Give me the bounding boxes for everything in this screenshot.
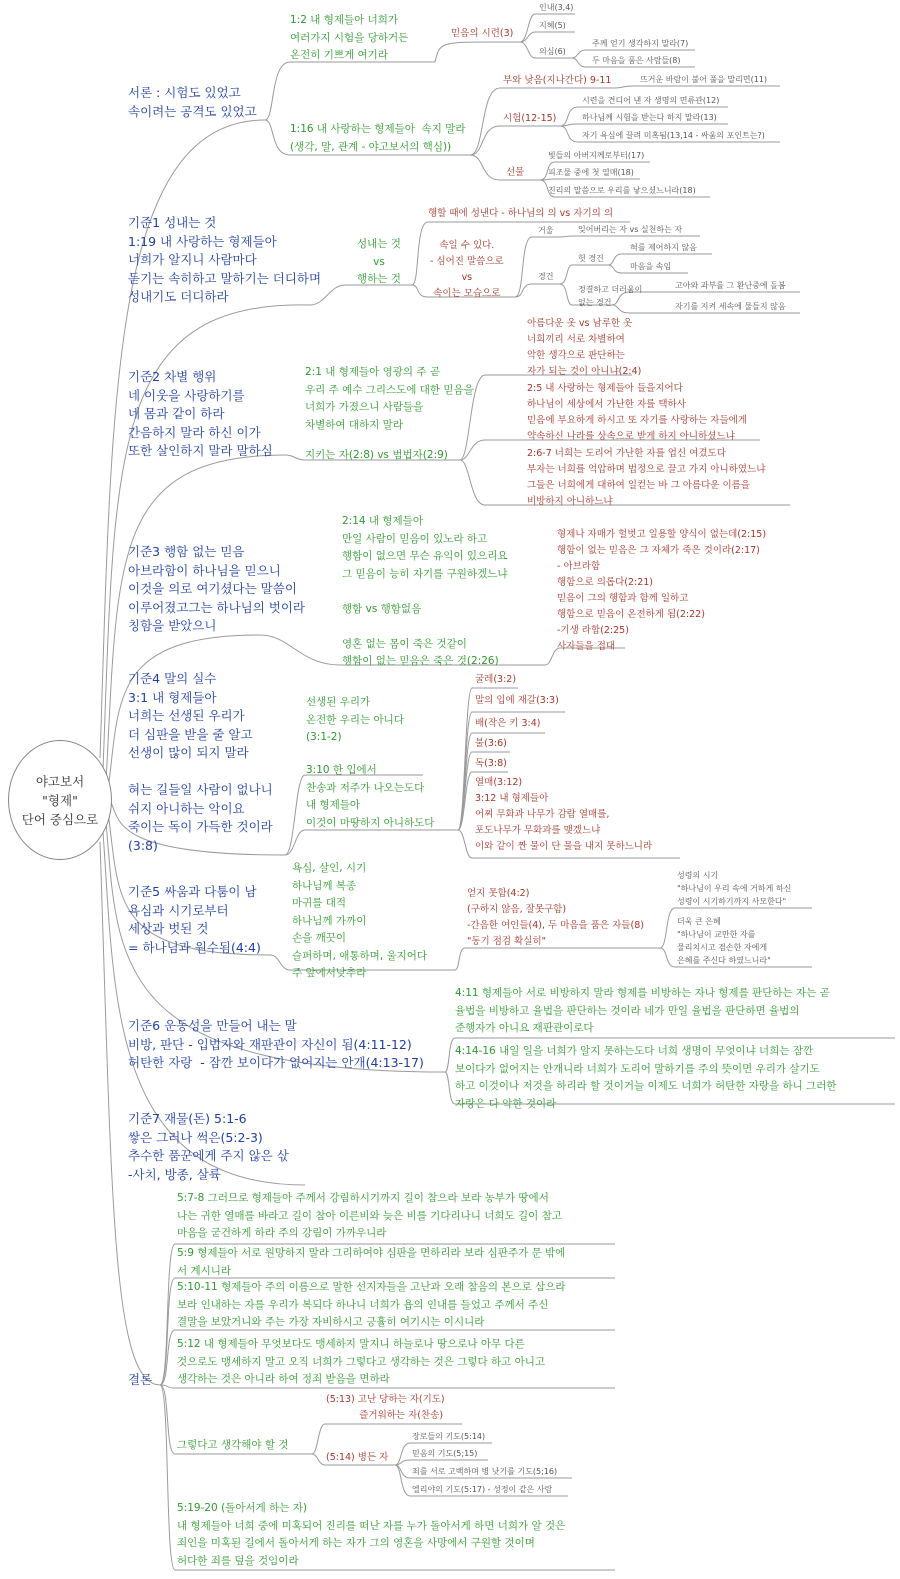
vain-piety-sub-1: 혀를 제어하지 않음 bbox=[630, 243, 697, 252]
pure-piety-sub-2: 자기를 지켜 세속에 물들지 않음 bbox=[675, 302, 786, 311]
c2-v21: 2:1 내 형제들아 영광의 주 곧 우리 주 예수 그리스도에 대한 믿음을 너희가 가졌으니 사람들을 차별하여 대하지 말라 bbox=[305, 366, 474, 431]
fruit-node: 열매(3:12) 3:12 내 형제들아 어찌 무화과 나무가 감람 열매를, 포도나무가 무화과를 맺겠느냐 이와 같이 짠 물이 단 물을 내지 못하느니라 bbox=[475, 777, 653, 852]
gift-sub-3: 진리의 말씀으로 우리를 낳으셨느니라(18) bbox=[548, 186, 696, 195]
sick-sub-4: 엘리야의 기도(5:17) - 성정이 같은 사람 bbox=[412, 1485, 553, 1494]
vain-piety-node: 헛 경건 bbox=[578, 254, 604, 263]
intro-v116: 1:16 내 사랑하는 형제들아 속지 말라 (생각, 말, 관계 - 야고보서의 핵심)) bbox=[290, 123, 466, 153]
c2-right-3: 2:6-7 너희는 도리어 가난한 자를 업신 여겼도다 부자는 너희를 억압하며 법정으로 끌고 가지 아니하였느냐 그들은 너희에게 대하여 일컫는 바 그 아름다운 이름을 비방하지 아니하느냐 bbox=[527, 448, 766, 507]
temptation-sub-2: 하나님께 시험을 받는다 하지 말라(13) bbox=[582, 113, 717, 122]
sick-sub-2: 믿음의 기도(5;15) bbox=[412, 1449, 478, 1458]
gift-node: 선물 bbox=[506, 167, 525, 178]
gift-sub-1: 빛들의 아버지께로부터(17) bbox=[548, 151, 645, 160]
sick-sub-3: 죄를 서로 고백하며 병 낫기를 기도(5;16) bbox=[412, 1467, 558, 1476]
criterion-6-label: 기준6 운동성을 만들어 내는 말 비방, 판단 - 입법자와 재판관이 자신이 됨(4:11-12) 허탄한 자랑 - 잠깐 보이다가 없어지는 안개(4:13-17) bbox=[128, 1018, 424, 1070]
poison-node: 독(3:8) bbox=[475, 758, 507, 769]
spirit-jealousy: 성령의 시기 "하나님이 우리 속에 거하게 하신 성령이 시기하기까지 사모한다" bbox=[677, 871, 792, 906]
horse-node: 말의 입에 재갈(3:3) bbox=[475, 695, 559, 706]
c5-right: 얻지 못함(4:2) (구하지 않음, 잘못구함) -간음한 여인들(4), 두 마음을 품은 자들(8) "동기 점검 확실히" bbox=[467, 888, 644, 947]
temptation-node: 시험(12-15) bbox=[503, 113, 557, 124]
c2-right-2: 2:5 내 사랑하는 형제들아 들을지어다 하나님이 세상에서 가난한 자를 택하사 믿음에 부요하게 하시고 또 자기를 사랑하는 자들에게 약속하신 나라를 상속으로 받게 하지 아니하셨느냐 bbox=[527, 383, 748, 442]
ship-node: 배(작은 키 3:4) bbox=[475, 718, 541, 729]
criterion-5-label: 기준5 싸움과 다툼이 남 욕심과 시기로부터 세상과 벗된 것 = 하나님과 원수됨(4:4) bbox=[128, 884, 261, 955]
suffering-node: (5:13) 고난 당하는 자(기도) 즐거워하는 자(찬송) bbox=[326, 1394, 445, 1421]
criterion-1-label: 기준1 성내는 것 1:19 내 사랑하는 형제들아 너희가 알지니 사람마다 듣기는 속히하고 말하기는 더디하며 성내기도 더디하라 bbox=[128, 215, 322, 304]
sick-node: (5:14) 병든 자 bbox=[326, 1452, 389, 1463]
patience-node: 인내(3,4) bbox=[539, 3, 574, 12]
c3-mid: 2:14 내 형제들아 만일 사람이 믿음이 있노라 하고 행함이 없으면 무슨 유익이 있으리요 그 믿음이 능히 자기를 구원하겠느냐 행함 vs 행함없음 영혼 없는 몸이 죽은 것같이 행함이 없는 믿음은 죽은 것(2:26) bbox=[342, 515, 508, 667]
c2-right-1: 아름다운 옷 vs 남루한 옷 너희끼리 서로 차별하여 악한 생각으로 판단하는 자가 되는 것이 아니냐(2:4) bbox=[527, 318, 642, 377]
temptation-sub-1: 시련을 견디어 낸 자 생명의 면류관(12) bbox=[582, 96, 720, 105]
pure-piety-node: 정결하고 더러움이 없는 경건 bbox=[578, 285, 643, 307]
conclusion-p4: 5:12 내 형제들아 무엇보다도 맹세하지 말지니 하늘로나 땅으로나 아무 다른 것으로도 맹세하지 말고 오직 너희가 그렇다고 생각하는 것은 그렇다 하고 아니고 생각하는 것은 아니라 하여 정죄 받음을 면하라 bbox=[177, 1338, 546, 1385]
conclusion-p3: 5:10-11 형제들아 주의 이름으로 말한 선지자들을 고난과 오래 참음의 본으로 삼으라 보라 인내하는 자를 우리가 복되다 하나니 너희가 욥의 인내를 들었고 주께서 주신 결말을 보았거니와 주는 가장 자비하시고 긍휼히 여기시는 이시니라 bbox=[177, 1281, 566, 1328]
sick-sub-1: 장로들의 기도(5:14) bbox=[412, 1432, 486, 1441]
deceive-node: 속일 수 있다. - 심어진 말씀으로 vs 속이는 모습으로 bbox=[430, 240, 504, 299]
conclusion-p5: 5:19-20 (돌아서게 하는 자) 내 형제들아 너희 중에 미혹되어 진리를 떠난 자를 누가 돌아서게 하면 너희가 알 것은 죄인을 미혹된 길에서 돌아서게 하는 자가 그의 영혼을 사망에서 구원할 것이며 허다한 죄를 덮을 것임이라 bbox=[177, 1502, 566, 1567]
criterion-7-label: 기준7 재물(돈) 5:1-6 쌓은 그러나 썩은(5:2-3) 추수한 품꾼에게 주지 않은 삯 -사치, 방종, 살륙 bbox=[128, 1111, 289, 1182]
c4-mid-2: 3:10 한 입에서 찬송과 저주가 나오는도다 내 형제들아 이것이 마땅하지 아니하도다 bbox=[306, 764, 435, 829]
temptation-sub-3: 자기 욕심에 끌려 미혹됨(13,14 - 싸움의 포인트는?) bbox=[582, 131, 765, 140]
gift-sub-2: 피조물 중에 첫 열매(18) bbox=[548, 168, 634, 177]
vain-piety-sub-2: 마음을 속임 bbox=[630, 262, 672, 271]
trials-node: 믿음의 시련(3) bbox=[451, 28, 514, 39]
doubt-sub-1: 주께 얻기 생각하지 말라(7) bbox=[592, 39, 689, 48]
c6-v411: 4:11 형제들아 서로 비방하지 말라 형제를 비방하는 자나 형제를 판단하는 자는 곧 율법을 비방하고 율법을 판단하는 것이라 네가 만일 율법을 판단하면 율법의 준행자가 아니요 재판관이로다 bbox=[455, 987, 830, 1034]
rich-sub-1: 뜨거운 바람이 불어 풀을 말리면(11) bbox=[640, 75, 768, 84]
mirror-node: 거울 bbox=[538, 226, 554, 235]
mirror-sub-1: 잊어버리는 자 vs 실천하는 자 bbox=[578, 225, 683, 234]
conclusion-p2: 5:9 형제들아 서로 원망하지 말라 그리하여야 심판을 면하리라 보라 심판주가 문 밖에 서 계시니라 bbox=[177, 1247, 566, 1277]
criterion-3-label: 기준3 행함 없는 믿음 아브라함이 하나님을 믿으니 이것을 의로 여기셨다는 말씀이 이루어졌고그는 하나님의 벗이라 칭함을 받았으니 bbox=[128, 544, 305, 633]
bridle-node: 굴레(3:2) bbox=[475, 674, 517, 685]
fire-node: 불(3:6) bbox=[475, 738, 507, 749]
intro-label: 서론 : 시험도 있었고 속이려는 공격도 있었고 bbox=[128, 85, 257, 119]
root-node: 야고보서 "형제" 단어 중심으로 bbox=[8, 740, 112, 860]
conclusion-p1: 5:7-8 그러므로 형제들아 주께서 강림하시기까지 길이 참으라 보라 농부가 땅에서 나는 귀한 열매를 바라고 길이 참아 이른비와 늦은 비를 기다리나니 너희도 길이 참고 마음을 굳건하게 하라 주의 강림이 가까우니라 bbox=[177, 1192, 562, 1239]
conclusion-label: 결론 bbox=[128, 1372, 153, 1387]
greater-grace: 더욱 큰 은혜 "하나님이 교만한 자를 물리치시고 겸손한 자에게 은혜를 주신다 하였느니라" bbox=[677, 917, 771, 965]
criterion-2-label: 기준2 차별 행위 네 이웃을 사랑하기를 네 몸과 같이 하라 간음하지 말라 하신 이가 또한 살인하지 말라 말하심 bbox=[128, 369, 273, 458]
criterion-4-label: 기준4 말의 실수 3:1 내 형제들아 너희는 선생된 우리가 더 심판을 받을 줄 알고 선생이 많이 되지 말라 혀는 길들일 사람이 없나니 쉬지 아니하는 악이요 죽이는 독이 가득한 것이라 (3:8) bbox=[128, 671, 273, 853]
c5-mid: 욕심, 살인, 시기 하나님께 복종 마귀를 대적 하나님께 가까이 손을 깨끗이 슬퍼하며, 애통하며, 울지어다 주 앞에서낮추라 bbox=[292, 862, 428, 979]
piety-node: 경건 bbox=[538, 272, 554, 281]
keeper-vs-breaker: 지키는 자(2:8) vs 범법자(2:9) bbox=[305, 449, 448, 461]
rich-node: 부와 낮음(지나간다) 9-11 bbox=[503, 75, 612, 86]
wisdom-node: 지혜(5) bbox=[539, 21, 566, 30]
pure-piety-sub-1: 고아와 과부를 그 환난중에 돌봄 bbox=[675, 281, 786, 290]
c3-right: 형제나 자매가 헐벗고 일용할 양식이 없는데(2:15) 행함이 없는 믿음은 그 자체가 죽은 것이라(2:17) - 아브라함 행함으로 의롭다(2:21) 믿음이 그의 행함과 함께 일하고 행함으로 믿음이 온전하게 됨(2:22) -기생 라합(2:25) 사자들을 접대 bbox=[557, 529, 767, 652]
intro-v12: 1:2 내 형제들아 너희가 여러가지 시험을 당하거든 온전히 기쁘게 여기라 bbox=[290, 14, 409, 61]
c4-mid-1: 선생된 우리가 온전한 우리는 아니다 (3:1-2) bbox=[306, 696, 404, 743]
c6-v414: 4:14-16 내일 일을 너희가 알지 못하는도다 너희 생명이 무엇이냐 너희는 잠깐 보이다가 없어지는 안개니라 너희가 도리어 말하기를 주의 뜻이면 우리가 살기도 하고 이것이나 저것을 하리라 할 것이거늘 이제도 너희가 허탄한 자랑을 하니 그러한 자랑은 다 악한 것이라 bbox=[455, 1045, 837, 1110]
doubt-node: 의심(6) bbox=[539, 47, 566, 56]
think-so-node: 그렇다고 생각해야 할 것 bbox=[177, 1439, 289, 1451]
doubt-sub-2: 두 마음을 품은 사람들(8) bbox=[592, 56, 681, 65]
anger-node: 행할 때에 성낸다 - 하나님의 의 vs 자기의 의 bbox=[428, 208, 613, 219]
anger-vs-doing: 성내는 것 vs 행하는 것 bbox=[357, 238, 401, 285]
